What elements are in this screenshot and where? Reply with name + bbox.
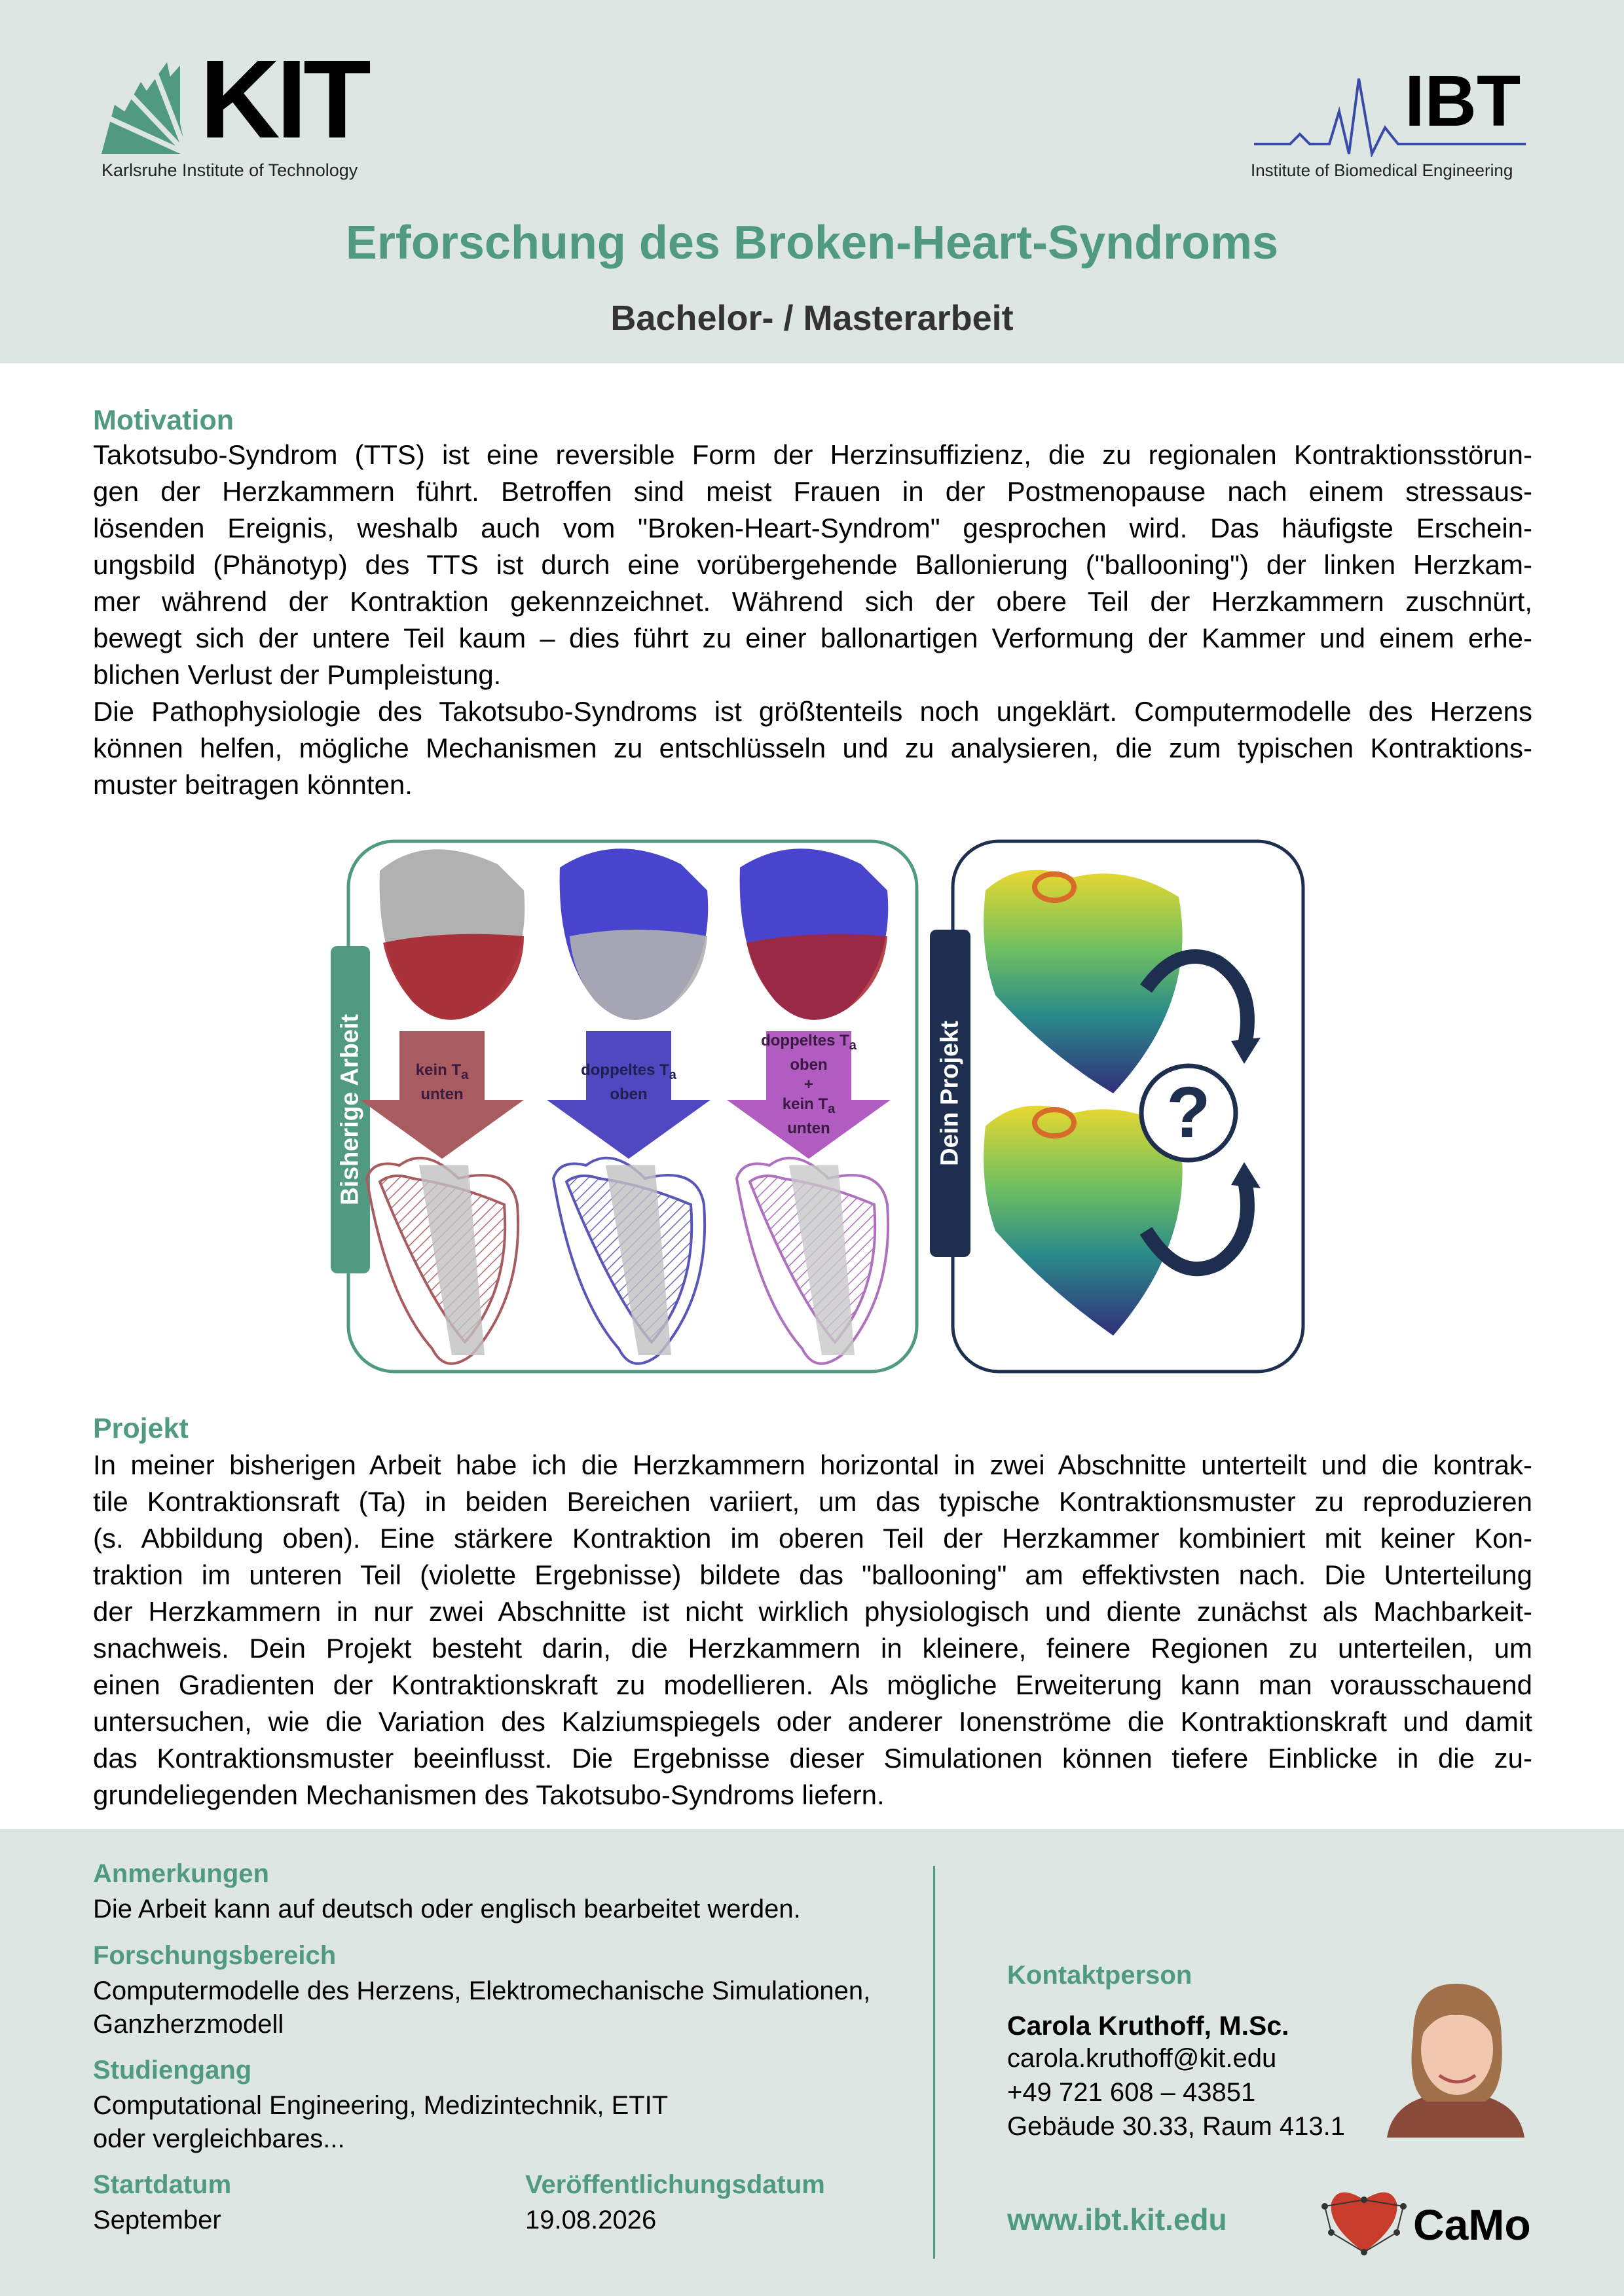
ibt-logo [1251,61,1526,190]
projekt-heading: Projekt [93,1413,189,1444]
projekt-line: In meiner bisherigen Arbeit habe ich die Herzkammern horizontal in zwei Abschnitte unterteilt und die kontrak- [93,1449,1532,1480]
studiengang-line1: Computational Engineering, Medizintechnik, ETIT [93,2091,669,2120]
kontakt-label: Kontaktperson [1007,1961,1192,1990]
kit-logo-wordmark: KIT [200,37,367,162]
projekt-text [93,1447,1532,1813]
motivation-line: ungsbild (Phänotyp) des TTS ist durch eine vorübergehende Ballonierung ("ballooning") der linken Herzkam- [93,549,1532,580]
website-link[interactable]: www.ibt.kit.edu [1007,2202,1227,2236]
projekt-line: untersuchen, wie die Variation des Kalziumspiegels oder anderer Ionenströme die Kontraktionskraft und damit [93,1706,1532,1737]
arrow-label-text: kein T [415,1061,462,1079]
kit-logo [101,37,390,190]
projekt-line: grundeliegenden Mechanismen des Takotsubo-Syndroms liefern. [93,1779,885,1810]
kontakt-room: Gebäude 30.33, Raum 413.1 [1007,2112,1345,2141]
anmerkungen-label: Anmerkungen [93,1859,269,1888]
figure [327,838,1310,1378]
motivation-line: lösenden Ereignis, weshalb auch vom "Broken-Heart-Syndrom" gesprochen wird. Das häufigste Erschein- [93,513,1532,543]
projekt-line: traktion im unteren Teil (violette Ergebnisse) bildete das "ballooning" am effektivsten nach. Die Unterteilung [93,1559,1532,1590]
motivation-line: bewegt sich der untere Teil kaum – dies führt zu einer ballonartigen Verformung der Kammer und einem erhe- [93,623,1532,653]
motivation-line: Takotsubo-Syndrom (TTS) ist eine reversible Form der Herzinsuffizienz, die zu regionalen Kontraktionsstörun- [93,439,1532,470]
motivation-heading: Motivation [93,405,234,436]
arrow-label-3 [756,1031,861,1139]
ibt-logo-subtitle: Institute of Biomedical Engineering [1251,160,1513,180]
arrow-label-subscript: a [669,1067,676,1082]
heart-model-blue-red [740,848,889,1020]
startdatum-value: September [93,2206,221,2234]
kontakt-email[interactable]: carola.kruthoff@kit.edu [1007,2044,1277,2073]
motivation-line: blichen Verlust der Pumpleistung. [93,659,502,690]
contact-avatar [1374,1977,1538,2138]
camo-wordmark: CaMo [1413,2200,1531,2249]
kontakt-phone: +49 721 608 – 43851 [1007,2078,1256,2107]
projekt-line: einen Gradienten der Kontraktionskraft zu modellieren. Als mögliche Erweiterung kann man vorausschauend [93,1669,1532,1700]
projekt-line: (s. Abbildung oben). Eine stärkere Kontraktion im oberen Teil der Herzkammer kombiniert mit keiner Kon- [93,1523,1532,1554]
forschungsbereich-line2: Ganzherzmodell [93,2010,284,2039]
motivation-text [93,437,1532,803]
arrow-label-subscript: a [828,1101,836,1116]
arrow-label-text: oben [610,1085,648,1103]
veroeffentlichung-value: 19.08.2026 [525,2206,657,2234]
motivation-line: gen der Herzkammern führt. Betroffen sind meist Frauen in der Postmenopause nach einem stressaus- [93,476,1532,507]
forschungsbereich-label: Forschungsbereich [93,1941,337,1970]
arrow-label-2 [576,1061,681,1104]
camo-heart-icon [1321,2180,1407,2259]
arrow-label-text: kein T [782,1095,828,1113]
camo-logo [1321,2180,1538,2259]
heart-model-grey-red [380,849,525,1020]
projekt-line: snachweis. Dein Projekt besteht darin, die Herzkammern in kleinere, feinere Regionen zu unterteilen, um [93,1633,1532,1664]
arrow-label-subscript: a [849,1038,857,1053]
veroeffentlichung-label: Veröffentlichungsdatum [525,2170,825,2199]
anmerkungen-value: Die Arbeit kann auf deutsch oder englisch bearbeitet werden. [93,1895,801,1923]
projekt-line: das Kontraktionsmuster beeinflusst. Die Ergebnisse dieser Simulationen können tiefere Einblicke in die zu- [93,1743,1532,1774]
studiengang-label: Studiengang [93,2056,252,2085]
left-vertical-label: Bisherige Arbeit [336,1013,364,1206]
arrow-label-subscript: a [461,1067,469,1082]
heart-model-blue-grey [560,848,709,1020]
studiengang-line2: oder vergleichbares... [93,2124,345,2153]
question-mark: ? [1166,1072,1211,1153]
projekt-line: tile Kontraktionsraft (Ta) in beiden Bereichen variiert, um das typische Kontraktionsmuster zu reproduzieren [93,1486,1532,1517]
motivation-line: muster beitragen könnten. [93,769,413,800]
forschungsbereich-line1: Computermodelle des Herzens, Elektromechanische Simulationen, [93,1977,871,2005]
arrow-label-text: unten [420,1085,464,1103]
motivation-line: mer während der Kontraktion gekennzeichnet. Während sich der obere Teil der Herzkammern zuschnürt, [93,586,1532,617]
projekt-line: der Herzkammern in nur zwei Abschnitte ist nicht wirklich physiologisch und diente zunächst als Machbarkeit- [93,1596,1532,1627]
arrow-label-text: unten [787,1119,830,1137]
arrow-label-text: oben [790,1055,828,1074]
arrow-label-text: + [803,1075,813,1093]
motivation-line: Die Pathophysiologie des Takotsubo-Syndroms ist größtenteils noch ungeklärt. Computermodelle des Herzens [93,696,1532,727]
arrow-label-1 [399,1061,485,1104]
arrow-label-text: doppeltes T [581,1061,669,1079]
arrow-label-text: doppeltes T [761,1032,849,1049]
page-subtitle: Bachelor- / Masterarbeit [610,299,1014,338]
footer-divider [933,1866,935,2259]
motivation-line: können helfen, mögliche Mechanismen zu entschlüsseln und zu analysieren, die zum typischen Kontraktions- [93,733,1532,763]
kit-logo-subtitle: Karlsruhe Institute of Technology [101,160,358,180]
right-vertical-label: Dein Projekt [936,1021,964,1166]
startdatum-label: Startdatum [93,2170,232,2199]
kontakt-name: Carola Kruthoff, M.Sc. [1007,2011,1289,2041]
ibt-logo-wordmark: IBT [1405,61,1521,141]
page-title: Erforschung des Broken-Heart-Syndroms [345,217,1279,269]
